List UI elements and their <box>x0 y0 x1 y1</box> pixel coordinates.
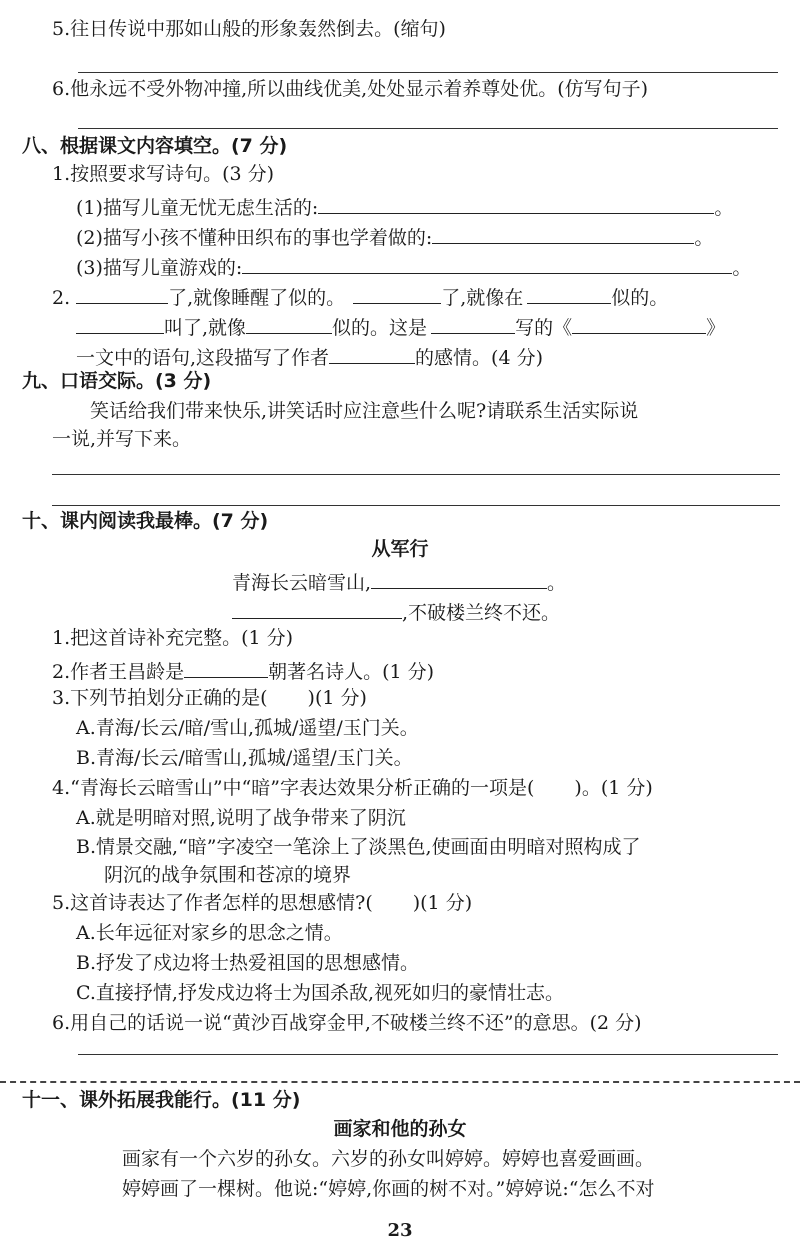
blank-line[interactable] <box>371 570 547 589</box>
s8-q1b <box>76 225 713 248</box>
section-8-heading: 八、根据课文内容填空。(7 分) <box>22 135 288 157</box>
answer-line[interactable] <box>52 474 780 475</box>
answer-line[interactable] <box>78 128 778 129</box>
s10-q3-option-b[interactable]: B.青海/长云/暗雪山,孤城/遥望/玉门关。 <box>76 747 413 769</box>
s8-q2-num: 2. <box>52 287 71 309</box>
s8-q2-part4: 叫了,就像 <box>164 317 247 339</box>
story-paragraph-1: 画家有一个六岁的孙女。六岁的孙女叫婷婷。婷婷也喜爱画画。 <box>122 1148 655 1170</box>
s8-q1c-text: (3)描写儿童游戏的: <box>76 257 243 279</box>
s10-q3-text-b: )(1 分) <box>307 687 367 709</box>
s8-q1b-text: (2)描写小孩不懂种田织布的事也学着做的: <box>76 227 433 249</box>
s8-q2-part3: 似的。 <box>611 287 669 309</box>
s8-q2-part5: 似的。这是 <box>332 317 428 339</box>
s8-q2-part6: 写的《 <box>515 317 573 339</box>
blank-line[interactable] <box>232 600 402 619</box>
s10-q5-option-c[interactable]: C.直接抒情,抒发戍边将士为国杀敌,视死如归的豪情壮志。 <box>76 982 564 1004</box>
blank-line[interactable] <box>431 315 515 334</box>
s8-q2-line3 <box>76 345 543 368</box>
poem-line-1 <box>232 570 566 593</box>
s10-q5-text-a: 5.这首诗表达了作者怎样的思想感情?( <box>52 892 373 914</box>
blank-line[interactable] <box>246 315 332 334</box>
s8-q2-part9: 的感情。(4 分) <box>415 347 544 369</box>
s10-q4-option-a[interactable]: A.就是明暗对照,说明了战争带来了阴沉 <box>76 807 406 829</box>
blank-line[interactable] <box>329 345 415 364</box>
answer-line[interactable] <box>78 72 778 73</box>
blank-line[interactable] <box>353 285 441 304</box>
poem-line-2-text: ,不破楼兰终不还。 <box>402 602 561 624</box>
s9-prompt-line2: 一说,并写下来。 <box>52 428 192 450</box>
s10-q5-option-a[interactable]: A.长年远征对家乡的思念之情。 <box>76 922 343 944</box>
s8-q2-part2: 了,就像在 <box>441 287 524 309</box>
s8-q1: 1.按照要求写诗句。(3 分) <box>52 163 275 185</box>
s10-q3 <box>52 689 367 708</box>
s10-q5 <box>52 894 472 913</box>
blank-line[interactable] <box>76 315 164 334</box>
period: 。 <box>714 197 734 219</box>
s10-q3-option-a[interactable]: A.青海/长云/暗/雪山,孤城/遥望/玉门关。 <box>76 717 419 739</box>
poem-line-2 <box>232 600 560 623</box>
s10-q2 <box>52 659 434 682</box>
s8-q2-part1: 了,就像睡醒了似的。 <box>168 287 346 309</box>
q7-item-5: 5.往日传说中那如山般的形象轰然倒去。(缩句) <box>52 18 446 40</box>
answer-line[interactable] <box>52 505 780 506</box>
section-9-heading: 九、口语交际。(3 分) <box>22 370 212 392</box>
q7-item-6: 6.他永远不受外物冲撞,所以曲线优美,处处显示着养尊处优。(仿写句子) <box>52 78 649 100</box>
s10-q2-text-a: 2.作者王昌龄是 <box>52 661 185 683</box>
story-title: 画家和他的孙女 <box>333 1118 467 1140</box>
s10-q4-text-a: 4.“青海长云暗雪山”中“暗”字表达效果分析正确的一项是( <box>52 777 535 799</box>
s8-q1a-text: (1)描写儿童无忧无虑生活的: <box>76 197 319 219</box>
s9-prompt-line1: 笑话给我们带来快乐,讲笑话时应注意些什么呢?请联系生活实际说 <box>90 400 639 422</box>
blank-line[interactable] <box>242 255 732 274</box>
poem-line-1-end: 。 <box>547 572 567 594</box>
s10-q2-text-b: 朝著名诗人。(1 分) <box>268 661 435 683</box>
s8-q2-line2 <box>76 315 725 338</box>
blank-line[interactable] <box>432 225 694 244</box>
s8-q1c <box>76 255 751 278</box>
s10-q4-option-b-line1[interactable]: B.情景交融,“暗”字凌空一笔涂上了淡黑色,使画面由明暗对照构成了 <box>76 836 641 858</box>
story-paragraph-2: 婷婷画了一棵树。他说:“婷婷,你画的树不对。”婷婷说:“怎么不对 <box>122 1178 655 1200</box>
s10-q6: 6.用自己的话说一说“黄沙百战穿金甲,不破楼兰终不还”的意思。(2 分) <box>52 1012 642 1034</box>
answer-line[interactable] <box>78 1054 778 1055</box>
blank-line[interactable] <box>527 285 611 304</box>
s10-q4-text-b: )。(1 分) <box>574 777 653 799</box>
poem-title: 从军行 <box>371 538 429 560</box>
cut-line <box>0 1081 800 1083</box>
s10-q4-option-b-line2[interactable]: 阴沉的战争氛围和苍凉的境界 <box>104 864 352 886</box>
section-10-heading: 十、课内阅读我最棒。(7 分) <box>22 510 269 532</box>
section-11-heading: 十一、课外拓展我能行。(11 分) <box>22 1089 301 1111</box>
blank-line[interactable] <box>318 195 714 214</box>
blank-line[interactable] <box>184 659 268 678</box>
s10-q5-text-b: )(1 分) <box>412 892 473 914</box>
s8-q2-part7: 》 <box>706 317 726 339</box>
poem-line-1-text: 青海长云暗雪山, <box>232 572 372 594</box>
s8-q2-line1 <box>52 285 668 308</box>
s10-q3-text-a: 3.下列节拍划分正确的是( <box>52 687 268 709</box>
s10-q1: 1.把这首诗补充完整。(1 分) <box>52 627 294 649</box>
period: 。 <box>694 227 714 249</box>
s10-q5-option-b[interactable]: B.抒发了戍边将士热爱祖国的思想感情。 <box>76 952 420 974</box>
page-number: 23 <box>387 1220 413 1241</box>
blank-line[interactable] <box>572 315 706 334</box>
s8-q1a <box>76 195 733 218</box>
s10-q4 <box>52 779 653 798</box>
period: 。 <box>732 257 752 279</box>
blank-line[interactable] <box>76 285 168 304</box>
s8-q2-part8: 一文中的语句,这段描写了作者 <box>76 347 330 369</box>
